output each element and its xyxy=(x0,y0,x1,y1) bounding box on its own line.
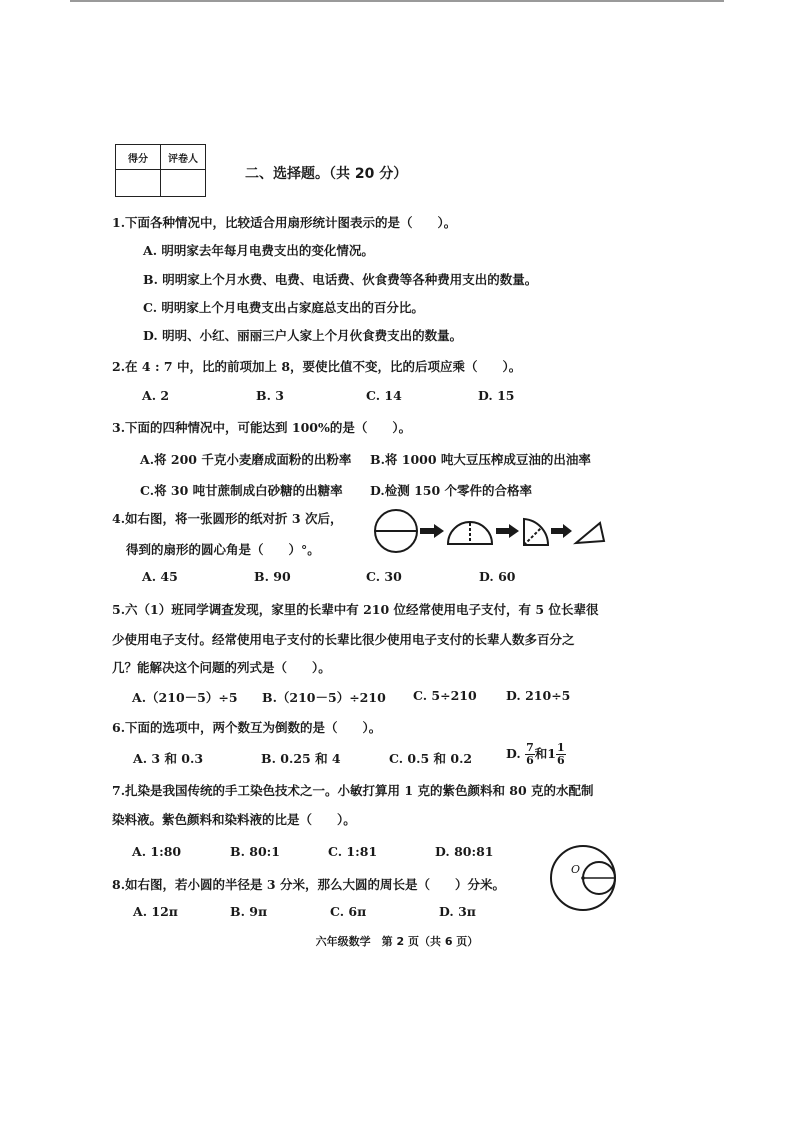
q1-option-c: C. 明明家上个月电费支出占家庭总支出的百分比。 xyxy=(143,300,424,315)
q8-option-a: A. 12π xyxy=(133,904,178,919)
grader-label: 评卷人 xyxy=(161,145,206,170)
q7-option-a: A. 1:80 xyxy=(132,844,182,859)
question-1-stem: 1.下面各种情况中，比较适合用扇形统计图表示的是（ ）。 xyxy=(112,215,457,230)
question-4-stem-line-1: 4.如右图，将一张圆形的纸对折 3 次后， xyxy=(112,511,343,526)
q5-option-a: A.（210－5）÷5 xyxy=(132,690,238,705)
grader-cell xyxy=(161,170,206,197)
fraction-denominator: 6 xyxy=(556,754,565,767)
q2-option-b: B. 3 xyxy=(256,388,284,403)
arrow-icon xyxy=(496,524,519,538)
mixed-number-whole: 1 xyxy=(547,746,556,761)
q2-option-c: C. 14 xyxy=(366,388,402,403)
question-5-stem-line-1: 5.六（1）班同学调查发现，家里的长辈中有 210 位经常使用电子支付，有 5 位长辈很 xyxy=(112,602,599,617)
q6-option-d-prefix: D. xyxy=(506,746,521,761)
q6-option-c: C. 0.5 和 0.2 xyxy=(389,751,473,766)
q1-option-b: B. 明明家上个月水费、电费、电话费、伙食费等各种费用支出的数量。 xyxy=(143,272,538,287)
question-4-stem-line-2: 得到的扇形的圆心角是（ ）°。 xyxy=(126,542,320,557)
score-table xyxy=(115,144,206,197)
q3-option-c: C.将 30 吨甘蔗制成白砂糖的出糖率 xyxy=(140,483,343,498)
page-top-border xyxy=(70,0,724,2)
q7-option-c: C. 1:81 xyxy=(328,844,378,859)
q3-option-d: D.检测 150 个零件的合格率 xyxy=(370,483,533,498)
question-8-stem: 8.如右图，若小圆的半径是 3 分米，那么大圆的周长是（ ）分米。 xyxy=(112,877,505,892)
q1-option-a: A. 明明家去年每月电费支出的变化情况。 xyxy=(143,243,374,258)
paper-folding-figure xyxy=(372,507,612,559)
q8-option-d: D. 3π xyxy=(439,904,476,919)
q4-option-a: A. 45 xyxy=(142,569,178,584)
eighth-circle-shape xyxy=(576,523,604,543)
question-2-stem: 2.在 4 : 7 中，比的前项加上 8，要使比值不变，比的后项应乘（ ）。 xyxy=(112,359,522,374)
q6-option-a: A. 3 和 0.3 xyxy=(133,751,204,766)
section-title: 二、选择题。（共 20 分） xyxy=(245,166,408,182)
q7-option-b: B. 80:1 xyxy=(230,844,280,859)
center-label: O xyxy=(571,863,581,876)
q6-option-b: B. 0.25 和 4 xyxy=(261,751,341,766)
arrow-icon xyxy=(551,524,572,538)
q4-option-b: B. 90 xyxy=(254,569,291,584)
question-5-stem-line-3: 几？能解决这个问题的列式是（ ）。 xyxy=(112,660,331,675)
q2-option-a: A. 2 xyxy=(142,388,170,403)
circle-figure xyxy=(547,844,621,912)
score-label: 得分 xyxy=(116,145,161,170)
fraction-numerator: 7 xyxy=(526,741,534,754)
question-7-stem-line-1: 7.扎染是我国传统的手工染色技术之一。小敏打算用 1 克的紫色颜料和 80 克的水配制 xyxy=(112,783,594,798)
fraction-numerator: 1 xyxy=(556,741,565,754)
q6-option-d xyxy=(506,742,566,767)
q7-option-d: D. 80:81 xyxy=(435,844,494,859)
question-6-stem: 6.下面的选项中，两个数互为倒数的是（ ）。 xyxy=(112,720,382,735)
fraction-seven-sixths xyxy=(525,742,535,767)
q3-option-b: B.将 1000 吨大豆压榨成豆油的出油率 xyxy=(370,452,591,467)
q5-option-d: D. 210÷5 xyxy=(506,688,571,703)
q4-option-c: C. 30 xyxy=(366,569,402,584)
q5-option-b: B.（210－5）÷210 xyxy=(262,690,386,705)
score-cell xyxy=(116,170,161,197)
q1-option-d: D. 明明、小红、丽丽三户人家上个月伙食费支出的数量。 xyxy=(143,328,463,343)
question-3-stem: 3.下面的四种情况中，可能达到 100%的是（ ）。 xyxy=(112,420,412,435)
fraction-one-sixth xyxy=(556,742,566,767)
arrow-icon xyxy=(420,524,444,538)
q8-option-b: B. 9π xyxy=(230,904,268,919)
page-footer: 六年级数学 第 2 页（共 6 页） xyxy=(315,935,479,948)
fraction-denominator: 6 xyxy=(526,754,534,767)
q8-option-c: C. 6π xyxy=(330,904,367,919)
q3-option-a: A.将 200 千克小麦磨成面粉的出粉率 xyxy=(140,452,352,467)
question-7-stem-line-2: 染料液。紫色颜料和染料液的比是（ ）。 xyxy=(112,812,356,827)
question-5-stem-line-2: 少使用电子支付。经常使用电子支付的长辈比很少使用电子支付的长辈人数多百分之 xyxy=(112,632,575,647)
q5-option-c: C. 5÷210 xyxy=(413,688,477,703)
q6-option-d-join: 和 xyxy=(534,746,548,761)
q4-option-d: D. 60 xyxy=(479,569,516,584)
q2-option-d: D. 15 xyxy=(478,388,515,403)
